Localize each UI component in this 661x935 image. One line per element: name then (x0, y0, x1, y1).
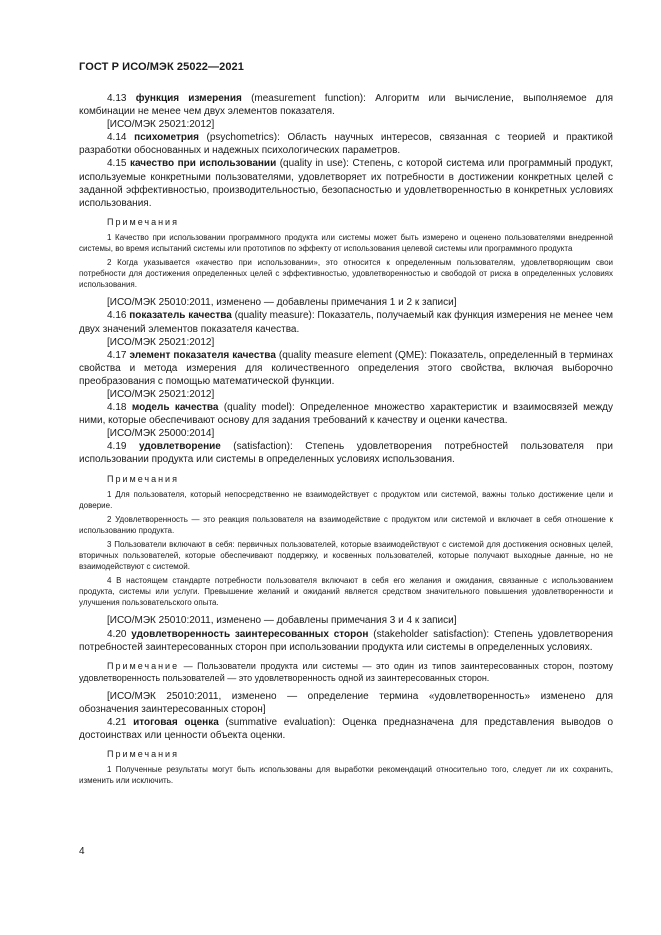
term-4-18-reference: [ИСО/МЭК 25000:2014] (107, 428, 215, 440)
term-4-15-reference: [ИСО/МЭК 25010:2011, изменено — добавлены примечания 1 и 2 к записи] (107, 297, 457, 309)
single-note: Примечание — Пользователи продукта или системы — это один из типов заинтересованных сторон, поэтому удовлетворенность пользователей — это удовлетворенность одной из заинтересованных сторон. (79, 660, 613, 683)
term-4-16-reference: [ИСО/МЭК 25021:2012] (107, 336, 215, 348)
note-item: 4 В настоящем стандарте потребности пользователя включают в себя его желания и ожидания, связанные с использованием продукта, системы или услуги. Превышение желаний и ожиданий является средством значительного повышения удовлетворенности и улучшения пользовательского опыта. (79, 576, 613, 608)
term-name: показатель качества (129, 310, 232, 322)
term-4-19: 4.19 удовлетворение (satisfaction): Степень удовлетворения потребностей пользователя при использовании продукта или системы в определенных условиях использования. (79, 441, 613, 466)
term-name: качество при использовании (129, 158, 277, 170)
term-4-18: 4.18 модель качества (quality model): Определенное множество характеристик и взаимосвязей между ними, которые обеспечивают основу для задания требований к качеству и оценки качества. (79, 402, 613, 427)
term-name: элемент показателя качества (129, 349, 276, 361)
notes-heading: Примечания (107, 216, 179, 227)
note-item: 1 Полученные результаты могут быть использованы для выработки рекомендаций относительно того, следует ли их сохранить, изменить или исключить. (79, 765, 613, 786)
document-body (79, 92, 613, 789)
term-4-16: 4.16 показатель качества (quality measure): Показатель, получаемый как функция измерения не менее чем двух значений элементов показателя качества. (79, 310, 614, 335)
term-4-17-reference: [ИСО/МЭК 25021:2012] (107, 388, 215, 400)
note-item: 1 Качество при использовании программного продукта или системы может быть измерено и оценено пользователями внедренной системы, во время испытаний системы или прототипов по эффекту от использования целевой системы или программного продукта (79, 232, 613, 253)
term-name: итоговая оценка (133, 716, 219, 728)
term-4-20-reference: [ИСО/МЭК 25010:2011, изменено — определение термина «удовлетворенность» изменено для обозначения заинтересованных сторон] (79, 690, 613, 715)
page-number: 4 (79, 846, 85, 857)
note-item: 1 Для пользователя, который непосредственно не взаимодействует с продуктом или системой, важны только достижение цели и доверие. (79, 489, 613, 510)
term-4-21: 4.21 итоговая оценка (summative evaluation): Оценка предназначена для представления выводов о достоинствах или ценности объекта оценки. (79, 716, 614, 742)
term-4-13: 4.13 функция измерения (measurement function): Алгоритм или вычисление, выполняемое для комбинации не менее чем двух элементов показателя. (79, 93, 614, 118)
term-4-14: 4.14 психометрия (psychometrics): Область научных интересов, связанная с теорией и практикой разработки обоснованных и надежных психологических параметров. (79, 132, 613, 157)
term-name: удовлетворенность заинтересованных сторон (131, 628, 369, 640)
notes-heading: Примечания (107, 473, 179, 484)
document-header: ГОСТ Р ИСО/МЭК 25022—2021 (79, 61, 244, 73)
notes-heading: Примечания (107, 749, 179, 760)
term-name: удовлетворение (138, 441, 221, 453)
term-4-19-reference: [ИСО/МЭК 25010:2011, изменено — добавлены примечания 3 и 4 к записи] (107, 615, 457, 627)
term-name: психометрия (134, 132, 199, 144)
term-4-13-reference: [ИСО/МЭК 25021:2012] (107, 119, 215, 131)
note-item: 2 Удовлетворенность — это реакция пользователя на взаимодействие с продуктом или системой и включает в себя отношение к использованию продукта. (79, 514, 613, 535)
term-4-20: 4.20 удовлетворенность заинтересованных сторон (stakeholder satisfaction): Степень удовлетворения потребностей заинтересованных сторон при использовании продукта или системы в определенных условиях. (79, 628, 614, 653)
term-4-17: 4.17 элемент показателя качества (quality measure element (QME): Показатель, определенный в терминах свойства и метода измерения для количественного определения этого свойства, включая выборочно преобразования с помощью математической функции. (79, 349, 613, 387)
term-name: функция измерения (135, 93, 242, 104)
term-4-15: 4.15 качество при использовании (quality in use): Степень, с которой система или программный продукт, используемые конкретными пользователями, удовлетворяет их потребности в достижении конкретных целей с заданной эффективностью, производительностью, безопасностью и удовлетворенностью в конкретных условиях использования. (79, 158, 613, 209)
note-item: 2 Когда указывается «качество при использовании», это относится к определенным пользователям, удовлетворяющим свои потребности для достижения определенных целей с эффективностью, удовлетворенностью и свободой от риска в определенных условиях использования. (79, 258, 613, 290)
note-item: 3 Пользователи включают в себя: первичных пользователей, которые взаимодействуют с системой для достижения основных целей, вторичных пользователей, которые обеспечивают поддержку, и косвенных пользователей, которые получают выходные данные, но не взаимодействуют с системой. (79, 539, 613, 572)
term-name: модель качества (131, 402, 219, 414)
